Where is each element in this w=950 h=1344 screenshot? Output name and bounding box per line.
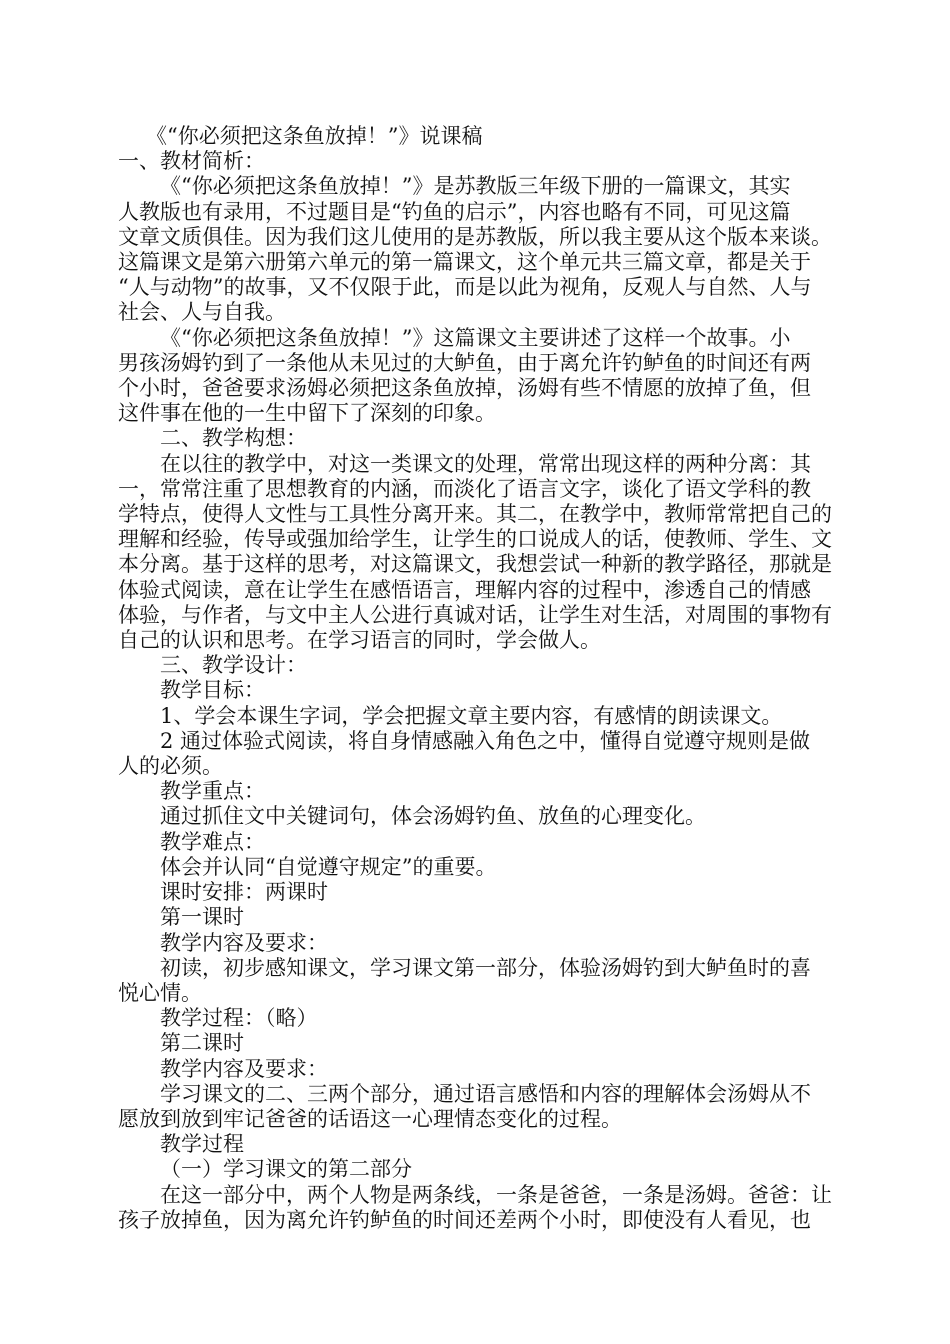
text-line: 2 通过体验式阅读，将自身情感融入角色之中，懂得自觉遵守规则是做: [160, 728, 811, 753]
text-line: “人与动物”的故事，又不仅限于此，而是以此为视角，反观人与自然、人与: [118, 275, 812, 300]
text-line: 教学重点：: [160, 779, 265, 804]
text-line: 个小时，爸爸要求汤姆必须把这条鱼放掉，汤姆有些不情愿的放掉了鱼，但: [118, 376, 811, 401]
text-line: 课时安排：两课时: [160, 880, 328, 905]
text-line: 社会、人与自我。: [118, 300, 286, 325]
text-line: 这篇课文是第六册第六单元的第一篇课文，这个单元共三篇文章，都是关于: [118, 250, 811, 275]
text-line: 悦心情。: [118, 980, 202, 1005]
text-line: 《“你必须把这条鱼放掉！”》是苏教版三年级下册的一篇课文，其实: [160, 174, 791, 199]
document-title: 《“你必须把这条鱼放掉！”》说课稿: [146, 124, 483, 148]
text-line: 人的必须。: [118, 754, 223, 779]
text-line: 教学过程：（略）: [160, 1006, 318, 1031]
text-line: 在以往的教学中，对这一类课文的处理，常常出现这样的两种分离：其: [160, 451, 811, 476]
section-heading-2: 二、教学构想：: [160, 426, 307, 451]
text-line: 教学目标：: [160, 678, 265, 703]
text-line: 孩子放掉鱼，因为离允许钓鲈鱼的时间还差两个小时，即使没有人看见，也: [118, 1207, 811, 1232]
text-line: 文章文质俱佳。因为我们这儿使用的是苏教版，所以我主要从这个版本来谈。: [118, 224, 832, 249]
text-line: 第二课时: [160, 1031, 244, 1056]
text-line: 学特点，使得人文性与工具性分离开来。其二，在教学中，教师常常把自己的: [118, 502, 832, 527]
text-line: （一）学习课文的第二部分: [160, 1157, 412, 1182]
text-line: 教学内容及要求：: [160, 1056, 328, 1081]
text-line: 一，常常注重了思想教育的内涵，而淡化了语言文字，谈化了语文学科的教: [118, 476, 811, 501]
text-line: 体验式阅读，意在让学生在感悟语言，理解内容的过程中，渗透自己的情感: [118, 577, 811, 602]
text-line: 这件事在他的一生中留下了深刻的印象。: [118, 401, 496, 426]
text-line: 《“你必须把这条鱼放掉！”》这篇课文主要讲述了这样一个故事。小: [160, 325, 791, 350]
text-line: 学习课文的二、三两个部分，通过语言感悟和内容的理解体会汤姆从不: [160, 1081, 811, 1106]
text-line: 理解和经验，传导或强加给学生，让学生的口说成人的话，使教师、学生、文: [118, 527, 832, 552]
text-line: 初读，初步感知课文，学习课文第一部分，体验汤姆钓到大鲈鱼时的喜: [160, 955, 811, 980]
text-line: 体会并认同“自觉遵守规定”的重要。: [160, 854, 497, 879]
text-line: 教学过程: [160, 1132, 244, 1157]
section-heading-1: 一、教材简析：: [118, 149, 265, 174]
text-line: 愿放到放到牢记爸爸的话语这一心理情态变化的过程。: [118, 1106, 622, 1131]
text-line: 1、学会本课生字词，学会把握文章主要内容，有感情的朗读课文。: [160, 703, 783, 728]
text-line: 本分离。基于这样的思考，对这篇课文，我想尝试一种新的教学路径，那就是: [118, 552, 832, 577]
text-line: 通过抓住文中关键词句，体会汤姆钓鱼、放鱼的心理变化。: [160, 804, 706, 829]
text-line: 教学内容及要求：: [160, 930, 328, 955]
text-line: 第一课时: [160, 905, 244, 930]
text-line: 教学难点：: [160, 829, 265, 854]
text-line: 体验，与作者，与文中主人公进行真诚对话，让学生对生活，对周围的事物有: [118, 602, 832, 627]
text-line: 人教版也有录用，不过题目是“钓鱼的启示”，内容也略有不同，可见这篇: [118, 199, 791, 224]
document-page: [118, 124, 848, 1233]
text-line: 男孩汤姆钓到了一条他从未见过的大鲈鱼，由于离允许钓鲈鱼的时间还有两: [118, 350, 811, 375]
section-heading-3: 三、教学设计：: [160, 653, 307, 678]
text-line: 在这一部分中，两个人物是两条线，一条是爸爸，一条是汤姆。爸爸：让: [160, 1182, 832, 1207]
text-line: 自己的认识和思考。在学习语言的同时，学会做人。: [118, 628, 601, 653]
